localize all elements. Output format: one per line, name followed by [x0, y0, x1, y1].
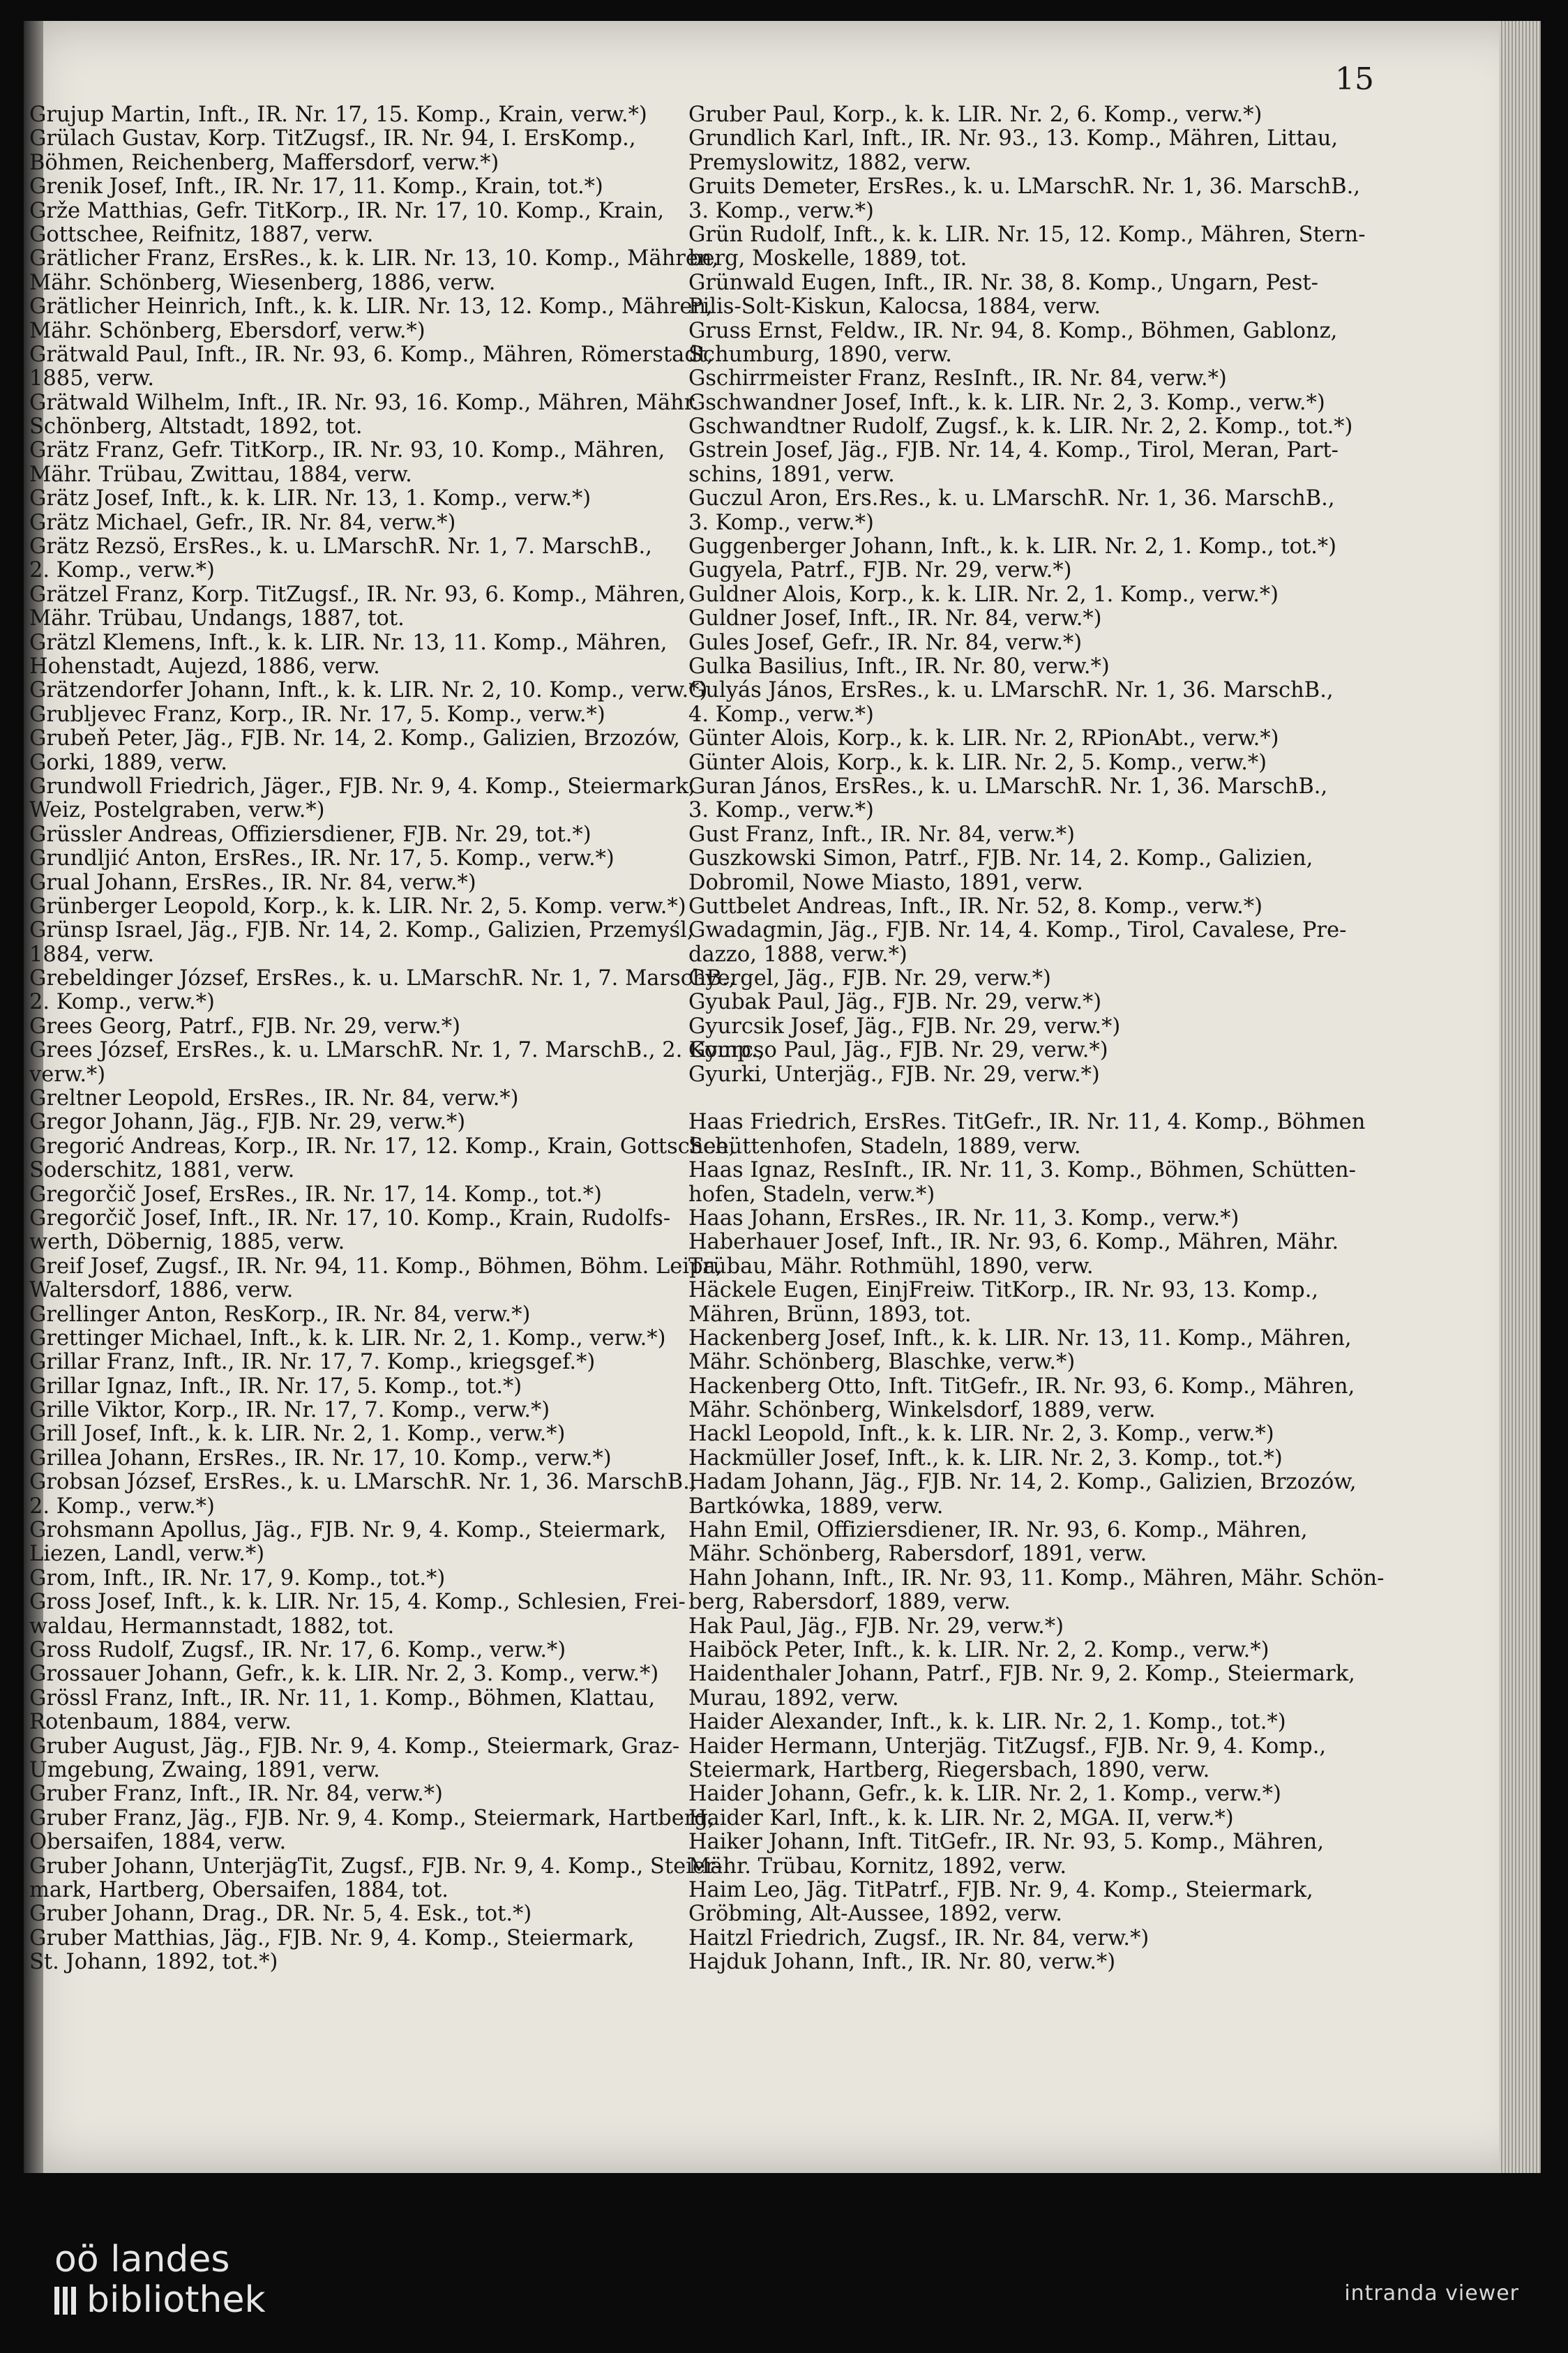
entry-line: Grillar Franz, Inft., IR. Nr. 17, 7. Komp., kriegsgef.*)	[29, 1350, 596, 1375]
entry-line: Haas Johann, ErsRes., IR. Nr. 11, 3. Komp., verw.*)	[688, 1205, 1239, 1231]
entry-line: Gregorčič Josef, ErsRes., IR. Nr. 17, 14. Komp., tot.*)	[29, 1182, 602, 1207]
entry-line: Grundlich Karl, Inft., IR. Nr. 93., 13. Komp., Mähren, Littau,	[688, 126, 1339, 151]
right-column	[688, 103, 1386, 1974]
entry-line: Schönberg, Altstadt, 1892, tot.	[29, 414, 363, 439]
entry-line: Grubeň Peter, Jäg., FJB. Nr. 14, 2. Komp., Galizien, Brzozów,	[29, 726, 681, 751]
entry-line: Haider Karl, Inft., k. k. LIR. Nr. 2, MGA. II, verw.*)	[688, 1805, 1234, 1830]
entry-line: Grünwald Eugen, Inft., IR. Nr. 38, 8. Komp., Ungarn, Pest-	[688, 270, 1318, 295]
entry-line: Haas Ignaz, ResInft., IR. Nr. 11, 3. Komp., Böhmen, Schütten-	[688, 1158, 1356, 1183]
entry-line: Grülach Gustav, Korp. TitZugsf., IR. Nr. 94, I. ErsKomp.,	[29, 126, 636, 151]
entry-line: Grätlicher Heinrich, Inft., k. k. LIR. Nr. 13, 12. Komp., Mähren,	[29, 294, 713, 320]
entry-line: Grössl Franz, Inft., IR. Nr. 11, 1. Komp., Böhmen, Klattau,	[29, 1685, 656, 1711]
entry-line: Grätlicher Franz, ErsRes., k. k. LIR. Nr. 13, 10. Komp., Mähren,	[29, 246, 719, 271]
entry-line: Obersaifen, 1884, verw.	[29, 1830, 287, 1855]
entry-line: berg, Rabersdorf, 1889, verw.	[688, 1590, 1011, 1615]
entry-line: 2. Komp., verw.*)	[29, 558, 215, 583]
entry-line: Gyurcsik Josef, Jäg., FJB. Nr. 29, verw.*)	[688, 1014, 1121, 1039]
entry-line: Gruber Johann, UnterjägTit, Zugsf., FJB. Nr. 9, 4. Komp., Steier-	[29, 1854, 723, 1879]
entry-line: Steiermark, Hartberg, Riegersbach, 1890, verw.	[688, 1757, 1210, 1782]
entry-line: Haberhauer Josef, Inft., IR. Nr. 93, 6. Komp., Mähren, Mähr.	[688, 1230, 1339, 1255]
entry-line: Grüssler Andreas, Offiziersdiener, FJB. Nr. 29, tot.*)	[29, 822, 591, 847]
entry-line: Gross Rudolf, Zugsf., IR. Nr. 17, 6. Komp., verw.*)	[29, 1638, 566, 1662]
entry-line: Premyslowitz, 1882, verw.	[688, 150, 972, 175]
entry-line: Pilis-Solt-Kiskun, Kalocsa, 1884, verw.	[688, 294, 1101, 320]
entry-line: Hackenberg Josef, Inft., k. k. LIR. Nr. 13, 11. Komp., Mähren,	[688, 1325, 1352, 1351]
entry-line: Gyurcso Paul, Jäg., FJB. Nr. 29, verw.*)	[688, 1038, 1108, 1063]
entry-line: Grenik Josef, Inft., IR. Nr. 17, 11. Komp., Krain, tot.*)	[29, 174, 603, 200]
entry-line: Soderschitz, 1881, verw.	[29, 1158, 295, 1183]
entry-line: Hadam Johann, Jäg., FJB. Nr. 14, 2. Komp., Galizien, Brzozów,	[688, 1470, 1357, 1495]
entry-line: Mähr. Trübau, Kornitz, 1892, verw.	[688, 1854, 1067, 1879]
entry-line: Grünsp Israel, Jäg., FJB. Nr. 14, 2. Komp., Galizien, Przemyśl,	[29, 918, 694, 943]
entry-line: werth, Döbernig, 1885, verw.	[29, 1230, 345, 1255]
entry-line: Hahn Emil, Offiziersdiener, IR. Nr. 93, 6. Komp., Mähren,	[688, 1518, 1308, 1543]
entry-line: Gyergel, Jäg., FJB. Nr. 29, verw.*)	[688, 966, 1051, 991]
entry-line: Guggenberger Johann, Inft., k. k. LIR. Nr. 2, 1. Komp., tot.*)	[688, 534, 1337, 559]
scanned-page	[24, 21, 1541, 2173]
entry-line: Waltersdorf, 1886, verw.	[29, 1278, 294, 1303]
entry-line: Grujup Martin, Inft., IR. Nr. 17, 15. Komp., Krain, verw.*)	[29, 103, 647, 127]
entry-line: Grees Georg, Patrf., FJB. Nr. 29, verw.*)	[29, 1014, 461, 1039]
entry-line: Grätwald Paul, Inft., IR. Nr. 93, 6. Komp., Mähren, Römerstadt,	[29, 342, 714, 367]
entry-line: Schumburg, 1890, verw.	[688, 342, 952, 367]
entry-line: Grätz Michael, Gefr., IR. Nr. 84, verw.*)	[29, 510, 456, 535]
entry-line: Haidenthaler Johann, Patrf., FJB. Nr. 9, 2. Komp., Steiermark,	[688, 1662, 1355, 1687]
entry-line: Greif Josef, Zugsf., IR. Nr. 94, 11. Komp., Böhmen, Böhm. Leipa,	[29, 1254, 723, 1279]
page-edge	[1499, 21, 1541, 2173]
entry-line: Hak Paul, Jäg., FJB. Nr. 29, verw.*)	[688, 1614, 1064, 1639]
entry-line: 4. Komp., verw.*)	[688, 702, 874, 727]
entry-line: Günter Alois, Korp., k. k. LIR. Nr. 2, RPionAbt., verw.*)	[688, 726, 1279, 751]
entry-line: Gregor Johann, Jäg., FJB. Nr. 29, verw.*)	[29, 1110, 466, 1135]
entry-line: Grün Rudolf, Inft., k. k. LIR. Nr. 15, 12. Komp., Mähren, Stern-	[688, 222, 1366, 247]
entry-line: Haider Hermann, Unterjäg. TitZugsf., FJB. Nr. 9, 4. Komp.,	[688, 1734, 1327, 1759]
entry-line: Grundljić Anton, ErsRes., IR. Nr. 17, 5. Komp., verw.*)	[29, 846, 615, 871]
entry-line: Grätzl Klemens, Inft., k. k. LIR. Nr. 13, 11. Komp., Mähren,	[29, 630, 668, 655]
entry-line: schins, 1891, verw.	[688, 462, 895, 487]
entry-line: Gröbming, Alt-Aussee, 1892, verw.	[688, 1902, 1062, 1927]
entry-line: Weiz, Postelgraben, verw.*)	[29, 798, 325, 823]
entry-line: Mähr. Schönberg, Rabersdorf, 1891, verw.	[688, 1542, 1147, 1567]
entry-line: Haider Johann, Gefr., k. k. LIR. Nr. 2, 1. Komp., verw.*)	[688, 1782, 1281, 1807]
library-logo[interactable]	[54, 2239, 266, 2320]
entry-line: Günter Alois, Korp., k. k. LIR. Nr. 2, 5. Komp., verw.*)	[688, 750, 1267, 775]
entry-line: Gschirrmeister Franz, ResInft., IR. Nr. 84, verw.*)	[688, 366, 1227, 391]
entry-line: Rotenbaum, 1884, verw.	[29, 1710, 292, 1735]
entry-line: Grille Viktor, Korp., IR. Nr. 17, 7. Komp., verw.*)	[29, 1398, 550, 1423]
entry-line: dazzo, 1888, verw.*)	[688, 942, 907, 967]
entry-line: hofen, Stadeln, verw.*)	[688, 1182, 935, 1207]
entry-line: 1885, verw.	[29, 366, 155, 391]
entry-line: Grees József, ErsRes., k. u. LMarschR. Nr. 1, 7. MarschB., 2. Komp.,	[29, 1038, 765, 1063]
entry-line: Guran János, ErsRes., k. u. LMarschR. Nr. 1, 36. MarschB.,	[688, 774, 1328, 799]
entry-line: 3. Komp., verw.*)	[688, 510, 874, 535]
entry-line: Grundwoll Friedrich, Jäger., FJB. Nr. 9, 4. Komp., Steiermark,	[29, 774, 695, 799]
entry-line: Murau, 1892, verw.	[688, 1685, 899, 1711]
entry-line: Gwadagmin, Jäg., FJB. Nr. 14, 4. Komp., Tirol, Cavalese, Pre-	[688, 918, 1347, 943]
entry-line: Umgebung, Zwaing, 1891, verw.	[29, 1757, 380, 1782]
entry-line: Grobsan József, ErsRes., k. u. LMarschR. Nr. 1, 36. MarschB.,	[29, 1470, 697, 1495]
entry-line: Grill Josef, Inft., k. k. LIR. Nr. 2, 1. Komp., verw.*)	[29, 1422, 566, 1447]
entry-line: Gruber August, Jäg., FJB. Nr. 9, 4. Komp., Steiermark, Graz-	[29, 1734, 680, 1759]
entry-line: Hackenberg Otto, Inft. TitGefr., IR. Nr. 93, 6. Komp., Mähren,	[688, 1374, 1355, 1399]
entry-line: Hohenstadt, Aujezd, 1886, verw.	[29, 654, 380, 679]
entry-line: Hajduk Johann, Inft., IR. Nr. 80, verw.*)	[688, 1950, 1116, 1975]
section-gap	[688, 1087, 1386, 1111]
entry-line: Grätzel Franz, Korp. TitZugsf., IR. Nr. 93, 6. Komp., Mähren,	[29, 582, 686, 607]
entry-line: Schüttenhofen, Stadeln, 1889, verw.	[688, 1134, 1081, 1159]
entry-line: Haider Alexander, Inft., k. k. LIR. Nr. 2, 1. Komp., tot.*)	[688, 1710, 1286, 1735]
entry-line: Gugyela, Patrf., FJB. Nr. 29, verw.*)	[688, 558, 1072, 583]
entry-line: Grätz Rezsö, ErsRes., k. u. LMarschR. Nr. 1, 7. MarschB.,	[29, 534, 652, 559]
entry-line: Grätz Franz, Gefr. TitKorp., IR. Nr. 93, 10. Komp., Mähren,	[29, 438, 665, 463]
entry-line: Gust Franz, Inft., IR. Nr. 84, verw.*)	[688, 822, 1076, 847]
entry-line: Grebeldinger József, ErsRes., k. u. LMarschR. Nr. 1, 7. MarschB.,	[29, 966, 736, 991]
entry-line: Gruber Franz, Jäg., FJB. Nr. 9, 4. Komp., Steiermark, Hartberg,	[29, 1805, 715, 1830]
logo-bars-icon	[54, 2280, 80, 2320]
entry-line: Trübau, Mähr. Rothmühl, 1890, verw.	[688, 1254, 1094, 1279]
left-column	[29, 103, 765, 1975]
entry-line: Mähr. Schönberg, Ebersdorf, verw.*)	[29, 318, 425, 343]
entry-line: Gorki, 1889, verw.	[29, 750, 227, 775]
entry-line: Guldner Josef, Inft., IR. Nr. 84, verw.*)	[688, 606, 1102, 631]
entry-line: Guldner Alois, Korp., k. k. LIR. Nr. 2, 1. Komp., verw.*)	[688, 582, 1279, 607]
entry-line: Hahn Johann, Inft., IR. Nr. 93, 11. Komp., Mähren, Mähr. Schön-	[688, 1565, 1385, 1591]
entry-line: Grünberger Leopold, Korp., k. k. LIR. Nr. 2, 5. Komp. verw.*)	[29, 894, 686, 919]
entry-line: Gruber Paul, Korp., k. k. LIR. Nr. 2, 6. Komp., verw.*)	[688, 103, 1262, 127]
entry-line: Gruber Johann, Drag., DR. Nr. 5, 4. Esk., tot.*)	[29, 1902, 532, 1927]
entry-line: waldau, Hermannstadt, 1882, tot.	[29, 1614, 395, 1639]
entry-line: verw.*)	[29, 1062, 106, 1087]
entry-line: Hackmüller Josef, Inft., k. k. LIR. Nr. 2, 3. Komp., tot.*)	[688, 1445, 1283, 1471]
entry-line: Gruber Matthias, Jäg., FJB. Nr. 9, 4. Komp., Steiermark,	[29, 1925, 635, 1950]
entry-line: Liezen, Landl, verw.*)	[29, 1542, 265, 1567]
entry-line: Gschwandtner Rudolf, Zugsf., k. k. LIR. Nr. 2, 2. Komp., tot.*)	[688, 414, 1353, 439]
entry-line: Hackl Leopold, Inft., k. k. LIR. Nr. 2, 3. Komp., verw.*)	[688, 1422, 1274, 1447]
page-number: 15	[1335, 61, 1374, 97]
entry-line: Häckele Eugen, EinjFreiw. TitKorp., IR. Nr. 93, 13. Komp.,	[688, 1278, 1319, 1303]
viewer-label: intranda viewer	[1344, 2281, 1519, 2306]
entry-line: Grillar Ignaz, Inft., IR. Nr. 17, 5. Komp., tot.*)	[29, 1374, 522, 1399]
entry-line: Mähr. Schönberg, Wiesenberg, 1886, verw.	[29, 270, 496, 295]
entry-line: Grätzendorfer Johann, Inft., k. k. LIR. Nr. 2, 10. Komp., verw.*)	[29, 678, 708, 703]
entry-line: Grual Johann, ErsRes., IR. Nr. 84, verw.*)	[29, 870, 476, 895]
entry-line: Grettinger Michael, Inft., k. k. LIR. Nr. 2, 1. Komp., verw.*)	[29, 1325, 666, 1351]
entry-line: Gschwandner Josef, Inft., k. k. LIR. Nr. 2, 3. Komp., verw.*)	[688, 390, 1325, 415]
entry-line: 2. Komp., verw.*)	[29, 990, 215, 1015]
entry-line: Mähr. Trübau, Zwittau, 1884, verw.	[29, 462, 412, 487]
entry-line: Gruits Demeter, ErsRes., k. u. LMarschR. Nr. 1, 36. MarschB.,	[688, 174, 1360, 200]
entry-line: berg, Moskelle, 1889, tot.	[688, 246, 967, 271]
entry-line: Gules Josef, Gefr., IR. Nr. 84, verw.*)	[688, 630, 1083, 655]
entry-line: Gruss Ernst, Feldw., IR. Nr. 94, 8. Komp., Böhmen, Gablonz,	[688, 318, 1338, 343]
entry-line: Böhmen, Reichenberg, Maffersdorf, verw.*)	[29, 150, 499, 175]
entry-line: Haitzl Friedrich, Zugsf., IR. Nr. 84, verw.*)	[688, 1925, 1149, 1950]
entry-line: Grossauer Johann, Gefr., k. k. LIR. Nr. 2, 3. Komp., verw.*)	[29, 1662, 659, 1687]
entry-line: Guszkowski Simon, Patrf., FJB. Nr. 14, 2. Komp., Galizien,	[688, 846, 1313, 871]
entry-line: Mähr. Trübau, Undangs, 1887, tot.	[29, 606, 405, 631]
entry-line: Grom, Inft., IR. Nr. 17, 9. Komp., tot.*)	[29, 1565, 446, 1591]
entry-line: Grellinger Anton, ResKorp., IR. Nr. 84, verw.*)	[29, 1302, 531, 1327]
entry-line: Guttbelet Andreas, Inft., IR. Nr. 52, 8. Komp., verw.*)	[688, 894, 1262, 919]
entry-line: Grätwald Wilhelm, Inft., IR. Nr. 93, 16. Komp., Mähren, Mähr.	[29, 390, 699, 415]
entry-line: 1884, verw.	[29, 942, 155, 967]
entry-line: Gottschee, Reifnitz, 1887, verw.	[29, 222, 374, 247]
entry-line: Gstrein Josef, Jäg., FJB. Nr. 14, 4. Komp., Tirol, Meran, Part-	[688, 438, 1339, 463]
entry-line: Gulyás János, ErsRes., k. u. LMarschR. Nr. 1, 36. MarschB.,	[688, 678, 1334, 703]
entry-line: Guczul Aron, Ers.Res., k. u. LMarschR. Nr. 1, 36. MarschB.,	[688, 486, 1335, 511]
entry-line: Gyubak Paul, Jäg., FJB. Nr. 29, verw.*)	[688, 990, 1102, 1015]
entry-line: Gregorčič Josef, Inft., IR. Nr. 17, 10. Komp., Krain, Rudolfs-	[29, 1205, 671, 1231]
entry-line: Grillea Johann, ErsRes., IR. Nr. 17, 10. Komp., verw.*)	[29, 1445, 612, 1471]
entry-line: mark, Hartberg, Obersaifen, 1884, tot.	[29, 1877, 448, 1902]
entry-line: Bartkówka, 1889, verw.	[688, 1494, 944, 1519]
entry-line: Gulka Basilius, Inft., IR. Nr. 80, verw.*)	[688, 654, 1110, 679]
entry-line: Grohsmann Apollus, Jäg., FJB. Nr. 9, 4. Komp., Steiermark,	[29, 1518, 667, 1543]
entry-line: Haiböck Peter, Inft., k. k. LIR. Nr. 2, 2. Komp., verw.*)	[688, 1638, 1269, 1662]
entry-line: Haiker Johann, Inft. TitGefr., IR. Nr. 93, 5. Komp., Mähren,	[688, 1830, 1325, 1855]
entry-line: Mähren, Brünn, 1893, tot.	[688, 1302, 972, 1327]
entry-line: Dobromil, Nowe Miasto, 1891, verw.	[688, 870, 1083, 895]
entry-line: St. Johann, 1892, tot.*)	[29, 1950, 278, 1975]
entry-line: Gruber Franz, Inft., IR. Nr. 84, verw.*)	[29, 1782, 443, 1807]
entry-line: Mähr. Schönberg, Blaschke, verw.*)	[688, 1350, 1076, 1375]
entry-line: Mähr. Schönberg, Winkelsdorf, 1889, verw.	[688, 1398, 1156, 1423]
entry-line: 2. Komp., verw.*)	[29, 1494, 215, 1519]
entry-line: 3. Komp., verw.*)	[688, 798, 874, 823]
logo-line-2: bibliothek	[86, 2279, 266, 2321]
entry-line: Grubljevec Franz, Korp., IR. Nr. 17, 5. Komp., verw.*)	[29, 702, 605, 727]
entry-line: Gross Josef, Inft., k. k. LIR. Nr. 15, 4. Komp., Schlesien, Frei-	[29, 1590, 686, 1615]
entry-line: Grätz Josef, Inft., k. k. LIR. Nr. 13, 1. Komp., verw.*)	[29, 486, 591, 511]
entry-line: Grže Matthias, Gefr. TitKorp., IR. Nr. 17, 10. Komp., Krain,	[29, 198, 665, 223]
entry-line: 3. Komp., verw.*)	[688, 198, 874, 223]
entry-line: Haas Friedrich, ErsRes. TitGefr., IR. Nr. 11, 4. Komp., Böhmen	[688, 1110, 1366, 1135]
entry-line: Gyurki, Unterjäg., FJB. Nr. 29, verw.*)	[688, 1062, 1100, 1087]
logo-line-1: oö landes	[54, 2239, 230, 2280]
entry-line: Gregorić Andreas, Korp., IR. Nr. 17, 12. Komp., Krain, Gottschee,	[29, 1134, 736, 1159]
entry-line: Haim Leo, Jäg. TitPatrf., FJB. Nr. 9, 4. Komp., Steiermark,	[688, 1877, 1313, 1902]
entry-line: Greltner Leopold, ErsRes., IR. Nr. 84, verw.*)	[29, 1086, 519, 1111]
